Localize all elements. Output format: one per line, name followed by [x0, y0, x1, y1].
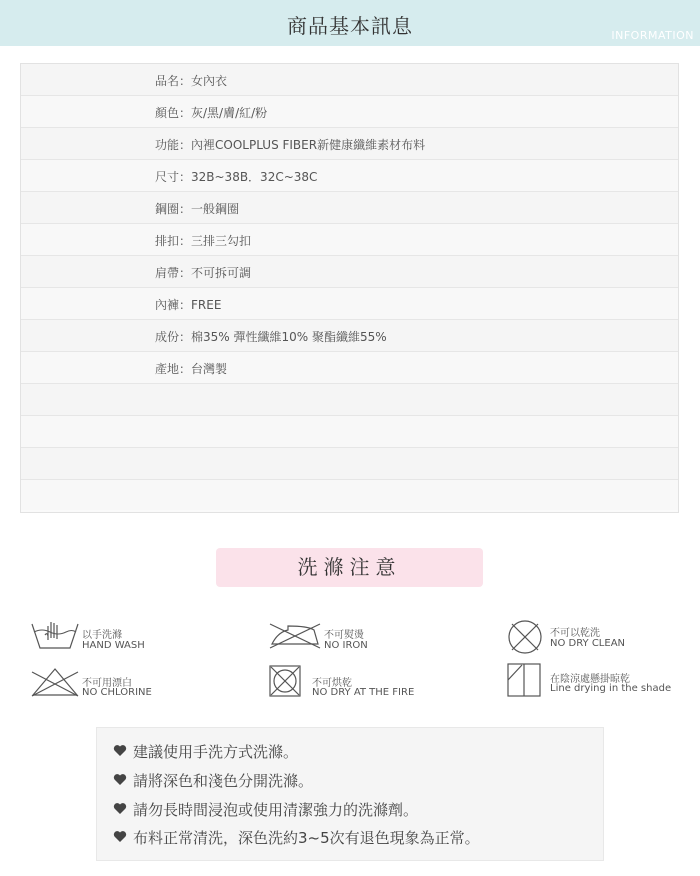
care-note — [133, 741, 298, 762]
care-note — [133, 827, 480, 848]
info-row — [21, 352, 678, 384]
heart-icon — [113, 773, 127, 786]
info-row — [21, 256, 678, 288]
page-subtitle: INFORMATION — [611, 29, 694, 42]
no-chlorine-icon — [30, 666, 80, 698]
care-label-zh: 不可以乾洗 — [550, 628, 600, 639]
info-row — [21, 448, 678, 480]
line-dry-shade-icon — [506, 662, 542, 698]
info-row-text: 功能：內裡COOLPLUS FIBER新健康纖維素材布料 — [155, 138, 426, 152]
care-item-no-dry-clean — [506, 618, 696, 656]
care-item-line-dry-shade — [506, 662, 696, 700]
care-notes-box — [96, 727, 604, 861]
care-label-zh: 不可烘乾 — [312, 678, 352, 689]
heart-icon — [113, 830, 127, 843]
info-row-text: 排扣：三排三勾扣 — [155, 234, 252, 248]
info-row — [21, 96, 678, 128]
care-item-no-chlorine — [30, 666, 230, 702]
info-row-text: 鋼圈：一般鋼圈 — [155, 202, 240, 216]
info-row-text: 肩帶：不可拆可調 — [155, 266, 252, 280]
care-label-en: Line drying in the shade — [550, 683, 672, 694]
info-row — [21, 480, 678, 510]
care-item-no-tumble-dry — [268, 664, 468, 700]
care-note — [133, 799, 418, 820]
info-row — [21, 416, 678, 448]
care-item-hand-wash — [30, 618, 230, 658]
care-label-en: HAND WASH — [82, 640, 145, 651]
care-label-en: NO DRY CLEAN — [550, 638, 626, 649]
care-label-zh: 不可熨燙 — [324, 630, 364, 641]
product-info-table — [20, 63, 679, 513]
info-row-text: 顏色：灰/黑/膚/紅/粉 — [155, 106, 268, 120]
info-row-text: 內褲：FREE — [155, 298, 222, 312]
care-label-zh: 在陰涼處懸掛晾乾 — [550, 674, 630, 685]
info-row-text: 品名：女內衣 — [155, 74, 228, 88]
care-item-no-iron — [268, 620, 468, 656]
care-note-text: 布料正常清洗，深色洗約3~5次有退色現象為正常。 — [133, 829, 480, 847]
care-label-en: NO CHLORINE — [82, 687, 152, 698]
info-row-text: 產地：台灣製 — [155, 362, 228, 376]
info-row — [21, 128, 678, 160]
hand-wash-icon — [30, 618, 80, 654]
care-note-text: 建議使用手洗方式洗滌。 — [133, 743, 299, 761]
page-title: 商品基本訊息 — [287, 14, 413, 38]
info-row-text: 成份：棉35% 彈性纖維10% 聚酯纖維55% — [155, 330, 387, 344]
info-row — [21, 224, 678, 256]
info-row — [21, 160, 678, 192]
care-label-en: NO IRON — [324, 640, 368, 651]
heart-icon — [113, 802, 127, 815]
info-row-text: 尺寸：32B~38B．32C~38C — [155, 170, 318, 184]
care-label-en: NO DRY AT THE FIRE — [312, 687, 415, 698]
care-label-zh: 不可用漂白 — [82, 678, 132, 689]
info-row — [21, 64, 678, 96]
wash-care-banner: 洗滌注意 — [216, 548, 483, 587]
care-label-zh: 以手洗滌 — [82, 630, 122, 641]
info-row — [21, 384, 678, 416]
no-tumble-dry-icon — [268, 664, 302, 698]
no-iron-icon — [268, 620, 322, 650]
no-dry-clean-icon — [506, 618, 544, 656]
care-note-text: 請將深色和淺色分開洗滌。 — [133, 772, 314, 790]
care-note-text: 請勿長時間浸泡或使用清潔強力的洗滌劑。 — [133, 801, 419, 819]
heart-icon — [113, 744, 127, 757]
info-row — [21, 192, 678, 224]
care-note — [133, 770, 313, 791]
info-row — [21, 320, 678, 352]
info-row — [21, 288, 678, 320]
